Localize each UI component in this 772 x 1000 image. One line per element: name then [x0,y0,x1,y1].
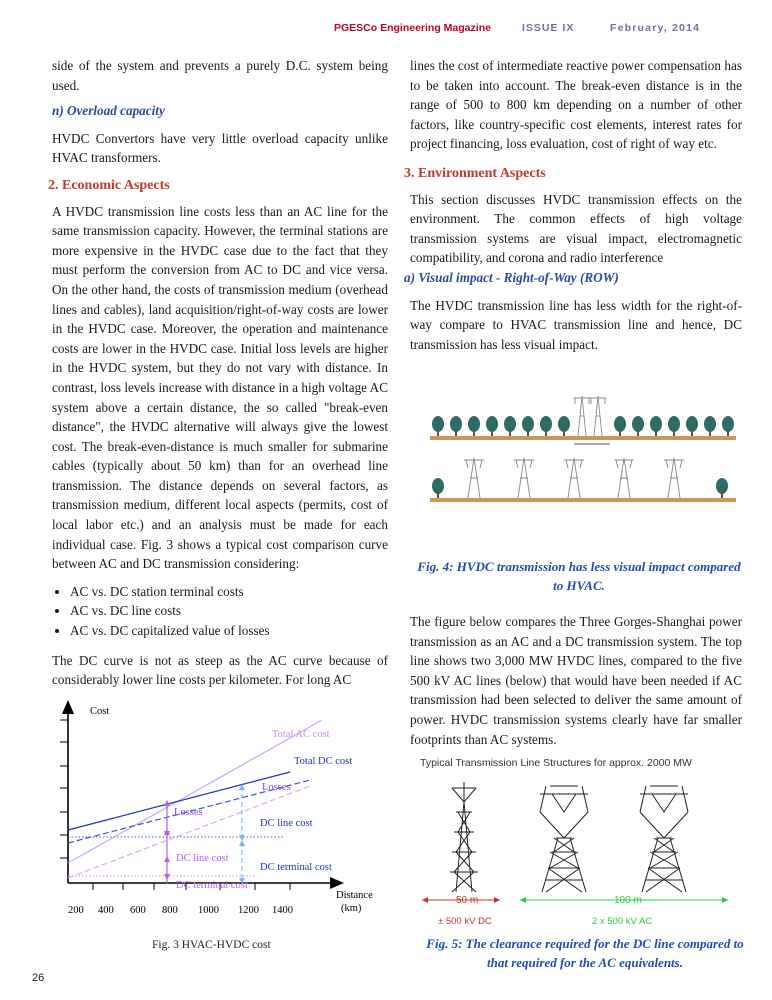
subheading-overload: n) Overload capacity [52,103,165,119]
ground-strip [430,436,736,440]
fig3-caption: Fig. 3 HVAC-HVDC cost [152,939,271,951]
right-column-bottom [410,612,742,749]
fig3-cost-chart [50,698,390,960]
fig4-caption: Fig. 4: HVDC transmission has less visual impact compared to HVAC. [417,559,741,593]
paragraph-overload: HVDC Convertors have very little overload capacity unlike HVAC transformers. [52,130,388,166]
ac-tower-icon [540,786,588,892]
list-item: • AC vs. DC line costs [70,601,388,621]
section-heading-environment: 3. Environment Aspects [404,165,546,181]
label-total-ac-cost: Total AC cost [272,729,330,740]
list-item: • AC vs. DC station terminal costs [70,582,388,602]
label-dc-line-cost: DC line cost [260,818,313,829]
y-axis-label: Cost [90,706,110,717]
tick-label: 1400 [272,905,293,916]
list-item: • AC vs. DC capitalized value of losses [70,621,388,641]
section-heading-economic: 2. Economic Aspects [48,177,170,193]
issue-date: February, 2014 [610,22,701,34]
label-dc-line-cost-ac: DC line cost [176,853,229,864]
paragraph-environment: This section discusses HVDC transmission effects on the environment. The common effects of high voltage transmission systems are visual impact, electromagnetic compatibility, and corona and radio interference [410,191,742,266]
dc-width-label: 50 m [456,895,479,906]
hvac-towers [464,458,684,498]
hvdc-tower [574,396,590,436]
ac-tower-icon [640,786,688,892]
tick-label: 1200 [238,905,259,916]
tick-label: 400 [98,905,114,916]
x-axis-label: Distance [336,890,373,901]
ac-width-label: 100 m [614,895,642,906]
tick-label: 200 [68,905,84,916]
dc-voltage-label: ± 500 kV DC [438,916,492,927]
label-losses-ac: Losses [174,807,203,818]
dc-tower-icon [450,782,478,892]
subheading-visual-impact: a) Visual impact - Right-of-Way (ROW) [404,269,619,285]
page-header [0,22,772,38]
label-total-dc-cost: Total DC cost [294,756,353,767]
fig5-tower-clearance-diagram [416,752,746,932]
dc-total-cost-line [68,772,290,830]
cost-bullet-list [52,582,388,641]
paragraph-dc-curve: The DC curve is not as steep as the AC curve because of considerably lower line costs per kilometer. For long AC [52,652,388,688]
tick-label: 600 [130,905,146,916]
label-dc-terminal-cost: DC terminal cost [260,862,332,873]
x-axis-unit: (km) [341,903,362,914]
magazine-title: PGESCo Engineering Magazine [334,22,491,34]
ground-strip [430,498,736,502]
tree-row-top [432,416,734,436]
label-dc-terminal-cost-ac: DC terminal cost [176,880,248,891]
paragraph-breakeven: lines the cost of intermediate reactive power compensation has to be taken into account. The break-even distance is in the range of 500 to 800 km depending on a number of other factors, like country-specific cost elements, interest rates for project financing, loss evaluation, cost of right of way etc. [410,58,742,152]
paragraph-economic: A HVDC transmission line costs less than an AC line for the same transmission capacity. However, the terminal stations are more expensive in the HVDC case due to the fact that they must perform the conversion from AC to DC and vice versa. On the other hand, the costs of transmission medium (overhead lines and cables), land acquisition/right-of-way costs are lower in the HVDC case. Moreover, the operation and maintenance costs are lower in the HVDC case. Initial loss levels are higher in the HVDC system, but they do not vary with distance. In contrast, loss levels increase with distance in a high voltage AC system above a certain distance, the so called "break-even distance", the HVDC alternative will always give the lowest cost. The break-even-distance is much smaller for submarine cables (typically about 50 km) than for an overhead line transmission. The distance depends on several factors, as transmission medium, different local aspects (permits, cost of local labor etc.) and an analysis must be made for each individual case. Fig. 3 shows a typical cost comparison curve between AC and DC transmission considering: [52,203,388,572]
paragraph-three-gorges: The figure below compares the Three Gorges-Shanghai power transmission as an AC and a DC transmission system. The top line shows two 3,000 MW HVDC lines, compared to the five 500 kV AC lines (below) that would have been needed if AC transmission had been selected to deliver the same amount of power. HVDC transmission systems clearly have far smaller footprints than AC systems. [410,614,742,747]
page-number: 26 [32,972,45,984]
right-column-top [404,56,742,354]
label-losses-dc: Losses [262,782,291,793]
x-axis-arrow [330,877,344,889]
tick-label: 1000 [198,905,219,916]
hvdc-tower [590,396,606,436]
paragraph-intro: side of the system and prevents a purely D.C. system being used. [52,58,388,93]
fig5-caption: Fig. 5: The clearance required for the DC line compared to that required for the AC equivalents. [426,936,744,970]
y-axis-arrow [62,700,74,714]
fig4-visual-impact-illustration [424,384,744,534]
fig5-title: Typical Transmission Line Structures for approx. 2000 MW [420,757,692,769]
tick-label: 800 [162,905,178,916]
ac-voltage-label: 2 x 500 kV AC [592,916,653,927]
paragraph-visual: The HVDC transmission line has less width for the right-of-way compare to HVAC transmission line and hence, DC transmission has less visual impact. [410,297,742,352]
issue-label: ISSUE IX [522,22,575,34]
left-column [48,56,388,690]
